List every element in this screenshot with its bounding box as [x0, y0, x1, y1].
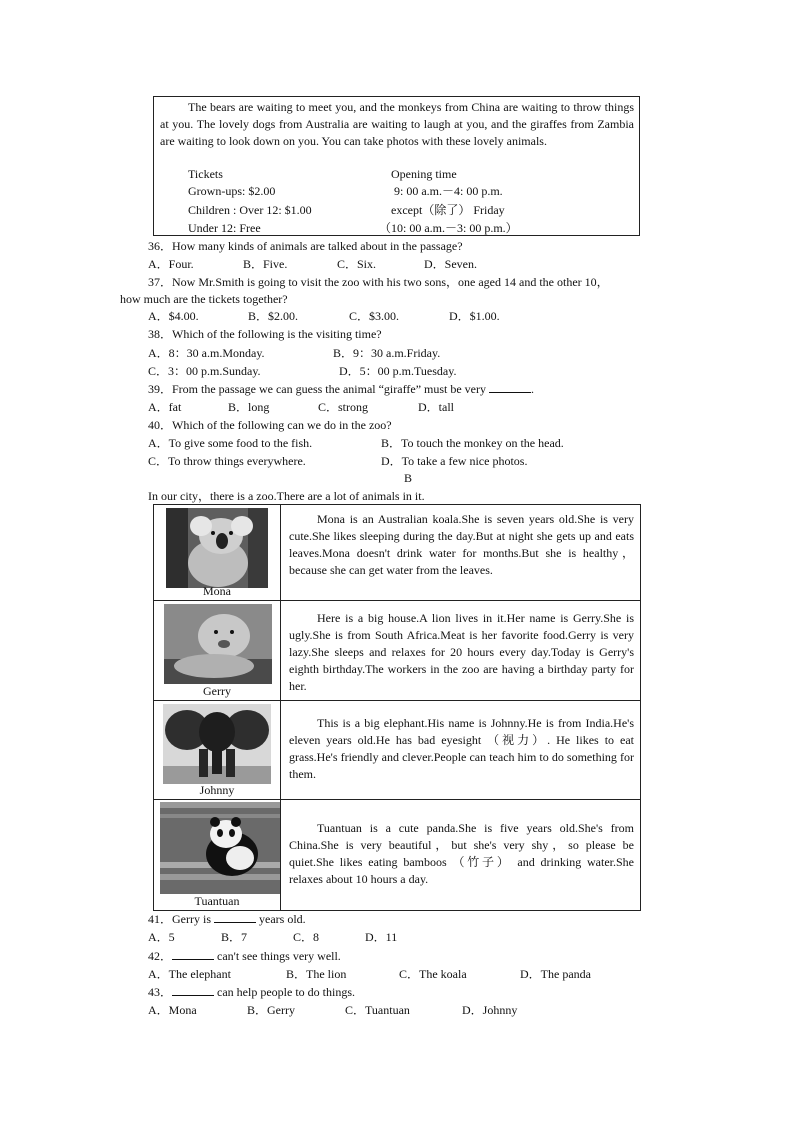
q42-option-c: C．The koala — [399, 967, 467, 981]
question-40: 40．Which of the following can we do in the zoo? — [148, 418, 392, 432]
q41-stem-end: years old. — [259, 912, 306, 926]
q42-option-b: B．The lion — [286, 967, 347, 981]
q43-number: 43． — [148, 985, 173, 999]
friday-hours: （10: 00 a.m.－3: 00 p.m.） — [379, 221, 518, 235]
opening-hours: 9: 00 a.m.－4: 00 p.m. — [394, 184, 503, 198]
opening-except: except（除了） Friday — [391, 203, 505, 217]
animal-description: This is a big elephant.His name is Johnny.He is from India.He's eleven years old.He has bad eyesight （视力）. He likes to eat grass.He's friendly and clever.People can teach him to do something for them. — [281, 701, 641, 800]
q38-option-c: C．3：00 p.m.Sunday. — [148, 364, 261, 378]
q41-option-c: C．8 — [293, 930, 320, 944]
q39-option-c: C．strong — [318, 400, 369, 414]
q38-option-a: A．8：30 a.m.Monday. — [148, 346, 265, 360]
animal-photo-cell — [154, 701, 281, 800]
answer-blank — [489, 382, 531, 393]
answer-blank — [172, 949, 214, 960]
q43-option-b: B．Gerry — [247, 1003, 295, 1017]
animal-description: Here is a big house.A lion lives in it.Her name is Gerry.She is ugly.She is from South Africa.Meat is her favorite food.Gerry is very lazy.She sleeps and relaxes for 20 hours every day.Today is Gerry's eighth birthday.The workers in the zoo are having a birthday party for her. — [281, 601, 641, 701]
question-42 — [148, 948, 341, 964]
animal-photo-cell — [154, 800, 281, 911]
q43-option-d: D．Johnny — [462, 1003, 518, 1017]
q43-option-a: A．Mona — [148, 1003, 197, 1017]
tickets-label: Tickets — [188, 167, 223, 181]
q38-option-b: B．9：30 a.m.Friday. — [333, 346, 441, 360]
q42-stem: can't see things very well. — [217, 949, 341, 963]
table-row — [154, 505, 641, 601]
q43-stem: can help people to do things. — [217, 985, 355, 999]
q37-option-c: C．$3.00. — [349, 309, 400, 323]
zoo-info-box — [153, 96, 640, 236]
q43-option-c: C．Tuantuan — [345, 1003, 410, 1017]
ticket-children: Children : Over 12: $1.00 — [188, 203, 312, 217]
koala-photo — [166, 508, 268, 588]
question-41 — [148, 911, 306, 927]
q39-option-a: A．fat — [148, 400, 182, 414]
q37-option-a: A．$4.00. — [148, 309, 199, 323]
question-37-cont: how much are the tickets together? — [120, 292, 288, 306]
zoo-passage: The bears are waiting to meet you, and the monkeys from China are waiting to throw things at you. The lovely dogs from Australia are waiting to laugh at you, and the giraffes from Zambia are waiting to look down on you. You can take photos with these lovely animals. — [160, 100, 634, 148]
question-39 — [148, 381, 534, 397]
ticket-grownups: Grown-ups: $2.00 — [188, 184, 276, 198]
q40-option-a: A．To give some food to the fish. — [148, 436, 313, 450]
question-37: 37．Now Mr.Smith is going to visit the zoo with his two sons，one aged 14 and the other 10， — [148, 275, 609, 289]
animal-photo-cell — [154, 505, 281, 601]
q39-option-d: D．tall — [418, 400, 454, 414]
q39-option-b: B．long — [228, 400, 270, 414]
section-b-heading: B — [404, 471, 413, 485]
opening-time-label: Opening time — [391, 167, 457, 181]
ticket-under12: Under 12: Free — [188, 221, 261, 235]
q41-option-b: B．7 — [221, 930, 248, 944]
q40-option-c: C．To throw things everywhere. — [148, 454, 306, 468]
q41-stem: 41．Gerry is — [148, 912, 211, 926]
q36-option-c: C．Six. — [337, 257, 377, 271]
animal-description: Mona is an Australian koala.She is seven years old.She is very cute.She likes sleeping during the day.But at night she gets up and eats leaves.Mona doesn't drink water for months.But she is healthy，because she can get water from the leaves. — [281, 505, 641, 601]
question-43 — [148, 984, 355, 1000]
q37-option-d: D．$1.00. — [449, 309, 500, 323]
q39-stem: 39．From the passage we can guess the animal “giraffe” must be very — [148, 382, 487, 396]
animal-name: Mona — [203, 584, 231, 598]
animals-table — [153, 504, 641, 911]
q40-option-d: D．To take a few nice photos. — [381, 454, 528, 468]
table-row — [154, 701, 641, 800]
q38-option-d: D．5：00 p.m.Tuesday. — [339, 364, 457, 378]
animal-name: Tuantuan — [194, 894, 240, 908]
panda-photo — [160, 802, 280, 894]
q37-option-b: B．$2.00. — [248, 309, 299, 323]
q36-option-a: A．Four. — [148, 257, 194, 271]
elephant-photo — [163, 704, 271, 784]
lion-photo — [164, 604, 272, 684]
answer-blank — [214, 912, 256, 923]
question-36: 36．How many kinds of animals are talked about in the passage? — [148, 239, 463, 253]
q39-stem-end: . — [531, 382, 535, 396]
animal-name: Johnny — [199, 783, 235, 797]
animal-description: Tuantuan is a cute panda.She is five years old.She's from China.She is very beautiful，but she's very shy，so please be quiet.She likes eating bamboos （竹子） and drinking water.She relaxes about 10 hours a day. — [281, 800, 641, 911]
answer-blank — [172, 985, 214, 996]
animal-photo-cell — [154, 601, 281, 701]
question-38: 38．Which of the following is the visiting time? — [148, 327, 382, 341]
q42-option-a: A．The elephant — [148, 967, 231, 981]
q36-option-b: B．Five. — [243, 257, 288, 271]
animal-name: Gerry — [203, 684, 231, 698]
q41-option-a: A．5 — [148, 930, 175, 944]
q42-number: 42． — [148, 949, 173, 963]
q40-option-b: B．To touch the monkey on the head. — [381, 436, 564, 450]
section-b-intro: In our city，there is a zoo.There are a lot of animals in it. — [148, 489, 425, 503]
table-row — [154, 601, 641, 701]
q36-option-d: D．Seven. — [424, 257, 477, 271]
table-row — [154, 800, 641, 911]
q41-option-d: D．11 — [365, 930, 398, 944]
q42-option-d: D．The panda — [520, 967, 591, 981]
